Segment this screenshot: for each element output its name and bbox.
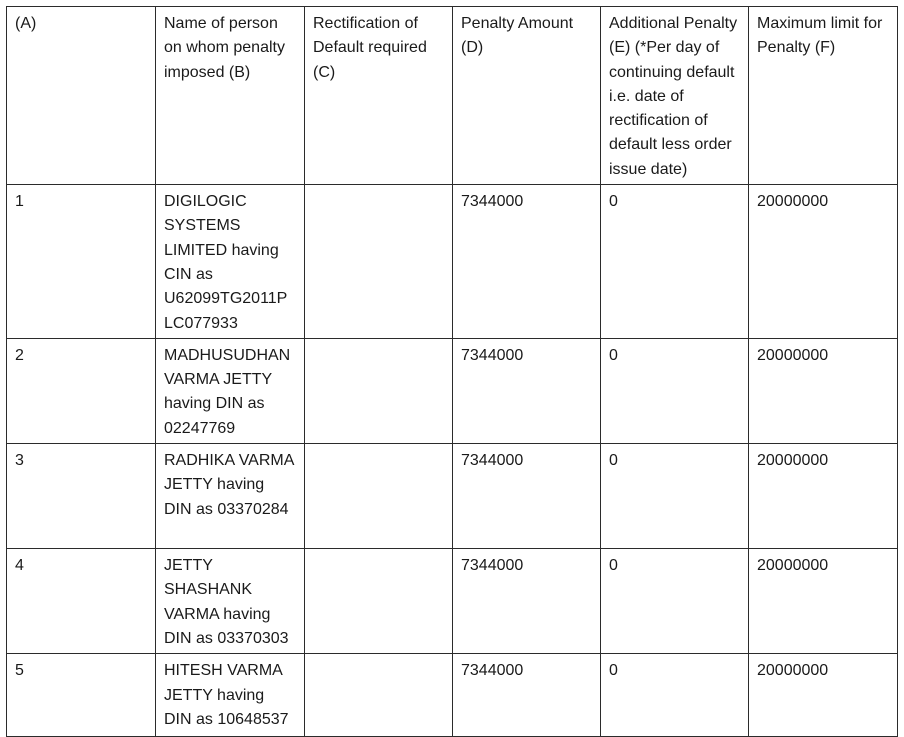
cell-maximum-limit: 20000000 <box>749 549 898 654</box>
cell-serial: 5 <box>7 654 156 737</box>
table-row <box>7 338 898 443</box>
cell-penalty-amount: 7344000 <box>453 549 601 654</box>
cell-serial: 3 <box>7 444 156 549</box>
penalty-table-container <box>6 6 898 737</box>
cell-serial: 2 <box>7 338 156 443</box>
cell-maximum-limit: 20000000 <box>749 338 898 443</box>
header-rectification: Rectification of Default required (C) <box>305 7 453 185</box>
cell-rectification <box>305 338 453 443</box>
header-serial: (A) <box>7 7 156 185</box>
table-row <box>7 549 898 654</box>
penalty-table <box>6 6 898 737</box>
cell-serial: 1 <box>7 185 156 339</box>
header-maximum-limit: Maximum limit for Penalty (F) <box>749 7 898 185</box>
cell-penalty-amount: 7344000 <box>453 185 601 339</box>
cell-penalty-amount: 7344000 <box>453 338 601 443</box>
cell-additional-penalty: 0 <box>601 444 749 549</box>
cell-person-name: DIGILOGIC SYSTEMS LIMITED having CIN as U62099TG2011PLC077933 <box>156 185 305 339</box>
cell-additional-penalty: 0 <box>601 185 749 339</box>
table-row <box>7 185 898 339</box>
header-person-name: Name of person on whom penalty imposed (B) <box>156 7 305 185</box>
cell-person-name: MADHUSUDHAN VARMA JETTY having DIN as 02247769 <box>156 338 305 443</box>
table-row <box>7 654 898 737</box>
cell-person-name: HITESH VARMA JETTY having DIN as 10648537 <box>156 654 305 737</box>
cell-rectification <box>305 444 453 549</box>
cell-serial: 4 <box>7 549 156 654</box>
cell-maximum-limit: 20000000 <box>749 185 898 339</box>
cell-penalty-amount: 7344000 <box>453 444 601 549</box>
cell-additional-penalty: 0 <box>601 549 749 654</box>
cell-rectification <box>305 185 453 339</box>
cell-penalty-amount: 7344000 <box>453 654 601 737</box>
cell-person-name: JETTY SHASHANK VARMA having DIN as 03370303 <box>156 549 305 654</box>
cell-rectification <box>305 549 453 654</box>
cell-rectification <box>305 654 453 737</box>
cell-maximum-limit: 20000000 <box>749 444 898 549</box>
table-header-row <box>7 7 898 185</box>
cell-person-name: RADHIKA VARMA JETTY having DIN as 03370284 <box>156 444 305 549</box>
cell-maximum-limit: 20000000 <box>749 654 898 737</box>
header-additional-penalty: Additional Penalty (E) (*Per day of continuing default i.e. date of rectification of default less order issue date) <box>601 7 749 185</box>
cell-additional-penalty: 0 <box>601 654 749 737</box>
cell-additional-penalty: 0 <box>601 338 749 443</box>
header-penalty-amount: Penalty Amount (D) <box>453 7 601 185</box>
table-row <box>7 444 898 549</box>
